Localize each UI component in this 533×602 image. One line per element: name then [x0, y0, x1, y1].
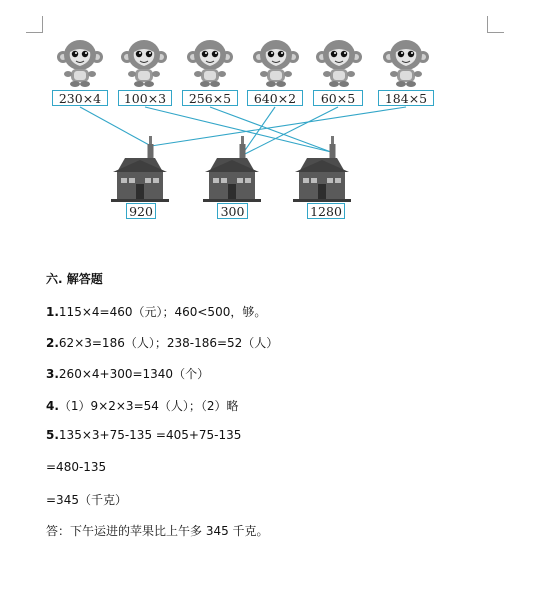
answer-text: 115×4=460（元）；460<500，够。: [58, 305, 267, 319]
connection-line: [151, 107, 406, 146]
answer-text: （1）9×2×3=54（人）；（2）略: [58, 399, 239, 413]
answer-item-1: [46, 303, 266, 320]
answer-number: 4.: [46, 399, 59, 413]
monkey-illustration: [121, 38, 167, 88]
house-illustration: [111, 136, 169, 202]
calculation-step-1: =480-135: [46, 460, 107, 474]
matching-figure: [0, 0, 533, 230]
answer-number: 2.: [46, 336, 59, 350]
answer-item-5: [46, 428, 241, 442]
value-box-1: 920: [126, 203, 156, 219]
house-illustration: [203, 136, 261, 202]
answer-text: 62×3=186（人）；238-186=52（人）: [58, 336, 279, 350]
monkey-illustration: [57, 38, 103, 88]
answer-number: 5.: [46, 428, 59, 442]
expression-box-5: 60×5: [313, 90, 363, 106]
value-box-3: 1280: [307, 203, 345, 219]
monkey-illustration: [316, 38, 362, 88]
answer-number: 1.: [46, 305, 59, 319]
monkey-illustration: [383, 38, 429, 88]
answer-number: 3.: [46, 367, 59, 381]
monkey-illustration: [253, 38, 299, 88]
answer-text: 260×4+300=1340（个）: [58, 367, 210, 381]
answer-item-4: [46, 397, 239, 414]
conclusion-line: 答：下午运进的苹果比上午多 345 千克。: [46, 524, 269, 538]
calculation-step-2: =345（千克）: [46, 493, 127, 507]
answer-item-2: [46, 334, 278, 351]
section-heading: 六. 解答题: [46, 272, 103, 286]
answer-text: 135×3+75-135 =405+75-135: [58, 428, 242, 442]
house-illustration: [293, 136, 351, 202]
expression-box-4: 640×2: [247, 90, 303, 106]
answer-item-3: [46, 365, 209, 382]
expression-box-2: 100×3: [118, 90, 172, 106]
expression-box-3: 256×5: [182, 90, 238, 106]
expression-box-6: 184×5: [378, 90, 434, 106]
expression-box-1: 230×4: [52, 90, 108, 106]
value-box-2: 300: [217, 203, 248, 219]
connection-lines: [0, 0, 533, 230]
monkey-illustration: [187, 38, 233, 88]
